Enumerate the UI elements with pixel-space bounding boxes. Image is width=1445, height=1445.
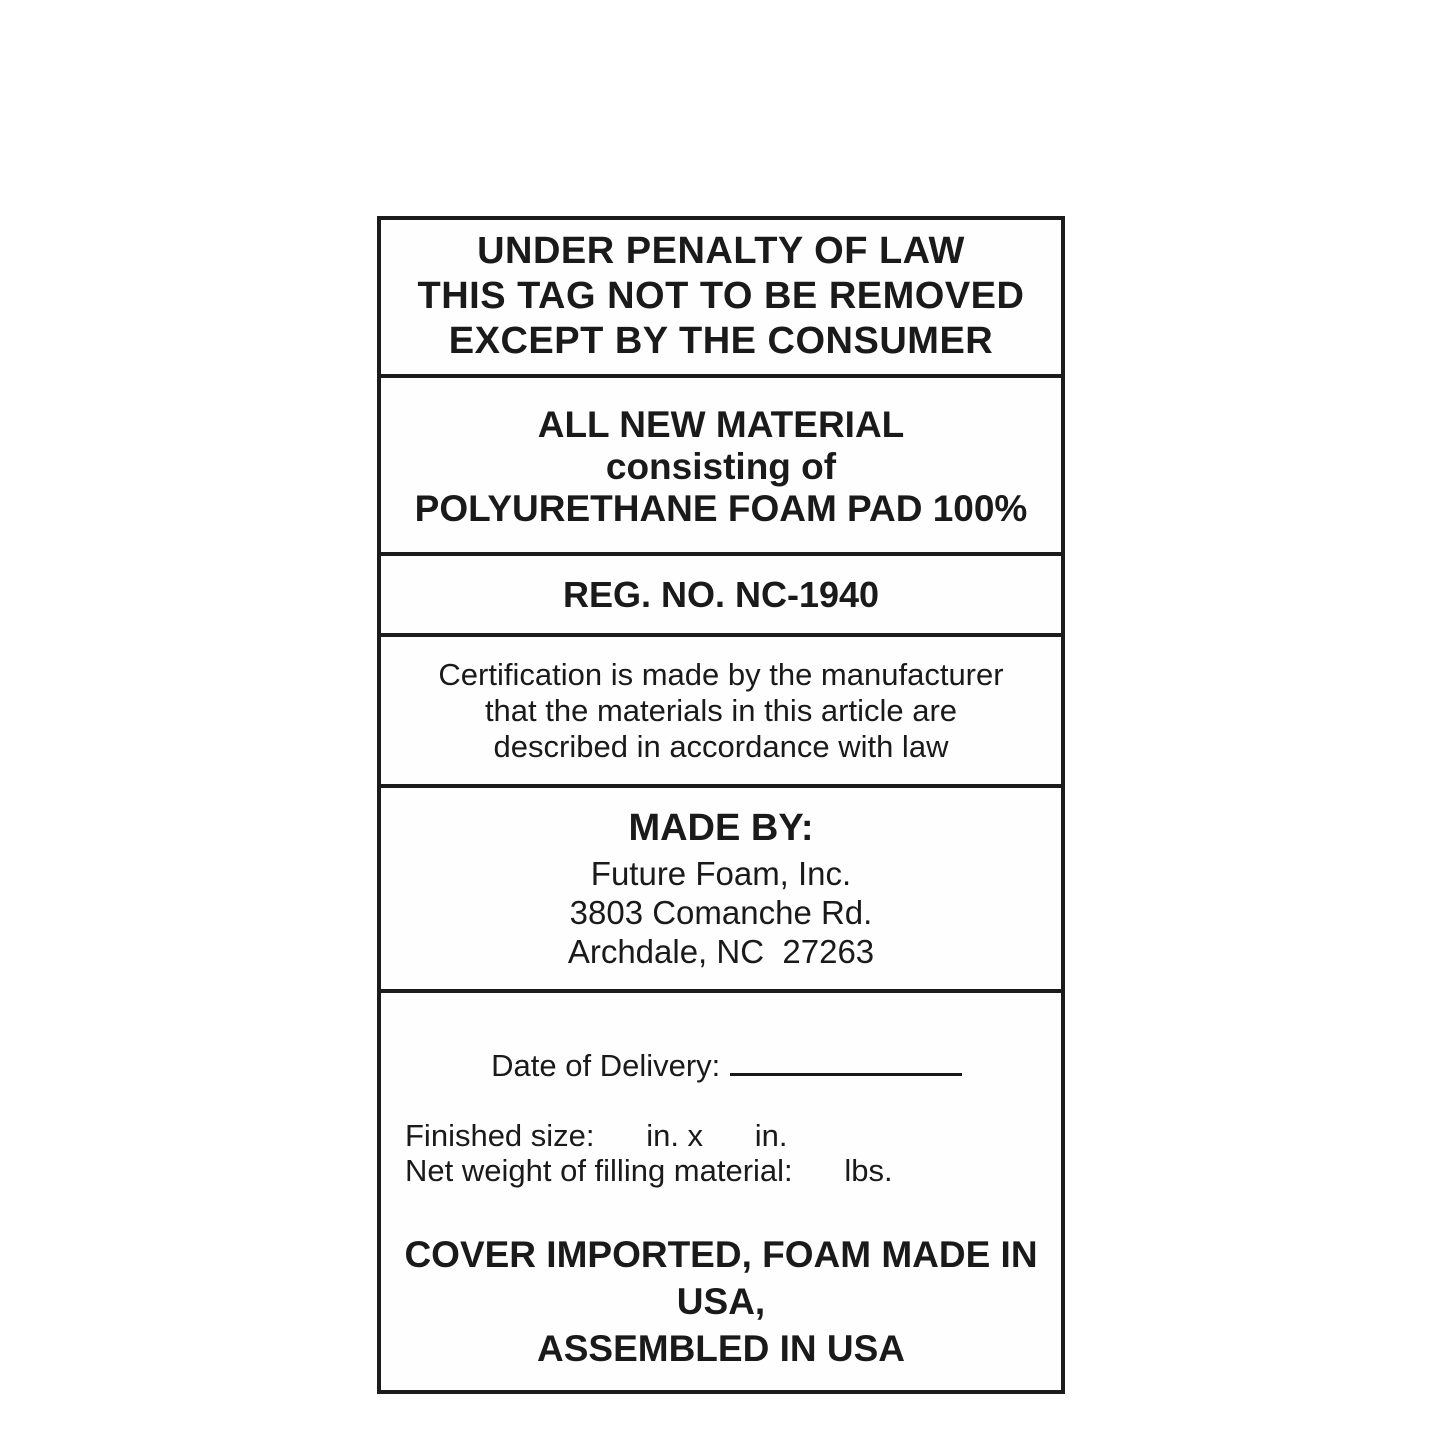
penalty-line-2: THIS TAG NOT TO BE REMOVED [417, 275, 1025, 317]
net-weight-row: Net weight of filling material: lbs. [405, 1153, 893, 1188]
law-tag-label [377, 216, 1065, 1394]
penalty-line-1: UNDER PENALTY OF LAW [477, 230, 965, 272]
manufacturer-city-state-zip: Archdale, NC 27263 [567, 933, 875, 970]
section-delivery-details [381, 993, 1061, 1390]
section-certification [381, 637, 1061, 788]
manufacturer-street: 3803 Comanche Rd. [569, 894, 873, 931]
made-by-heading: MADE BY: [628, 807, 814, 849]
certification-line-1: Certification is made by the manufacturer [438, 657, 1004, 692]
material-line-1: ALL NEW MATERIAL [537, 404, 905, 445]
delivery-details-fields [381, 1013, 1061, 1188]
finished-size-row: Finished size: in. x in. [405, 1118, 788, 1153]
material-line-3: POLYURETHANE FOAM PAD 100% [414, 488, 1028, 529]
origin-statement-line-2: ASSEMBLED IN USA [537, 1328, 905, 1369]
section-made-by [381, 788, 1061, 993]
section-penalty-notice [381, 220, 1061, 378]
date-of-delivery-blank [730, 1054, 962, 1076]
manufacturer-name: Future Foam, Inc. [590, 855, 852, 892]
material-line-2: consisting of [605, 446, 837, 487]
penalty-line-3: EXCEPT BY THE CONSUMER [448, 320, 994, 362]
date-of-delivery-label: Date of Delivery: [491, 1048, 721, 1083]
section-registration-number [381, 556, 1061, 637]
section-material-contents [381, 378, 1061, 556]
registration-number: REG. NO. NC-1940 [562, 574, 880, 615]
certification-line-3: described in accordance with law [493, 729, 949, 764]
certification-line-2: that the materials in this article are [484, 693, 958, 728]
date-of-delivery-row [405, 1013, 1049, 1118]
origin-statement-line-1: COVER IMPORTED, FOAM MADE IN USA, [404, 1234, 1048, 1322]
origin-statement [381, 1231, 1061, 1372]
